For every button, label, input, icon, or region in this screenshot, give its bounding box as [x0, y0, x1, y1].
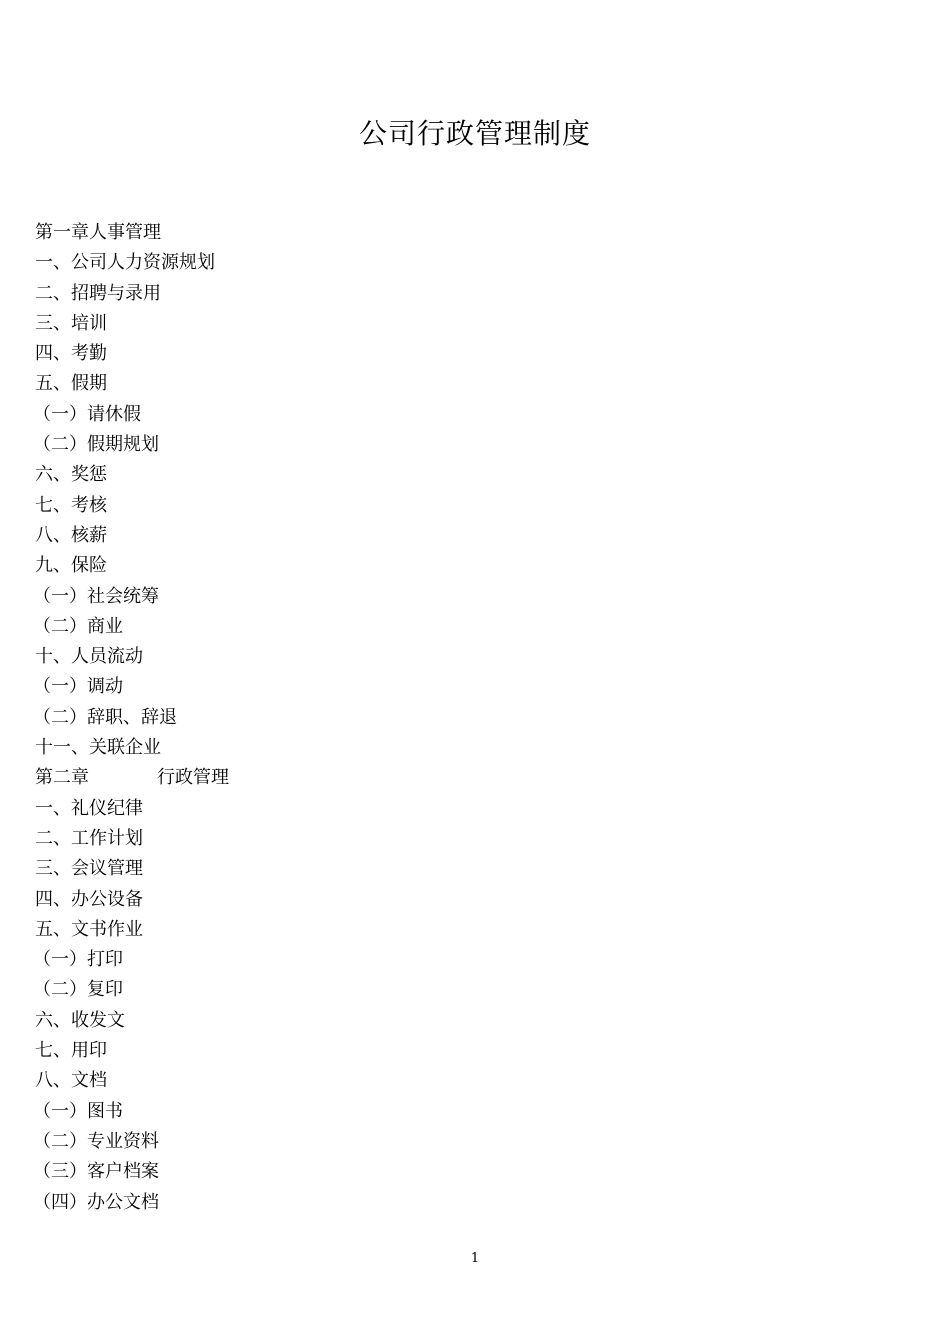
toc-subitem: （二）假期规划: [33, 434, 159, 456]
toc-item: 六、收发文: [35, 1009, 125, 1031]
toc-item: 一、公司人力资源规划: [35, 252, 215, 274]
toc-item: 四、考勤: [35, 343, 107, 365]
chapter-label: 第二章: [35, 767, 89, 789]
toc-item: 三、培训: [35, 312, 107, 334]
chapter-heading: 第一章人事管理: [35, 222, 161, 243]
table-of-contents: [35, 218, 229, 1218]
toc-item: 五、假期: [35, 373, 107, 395]
toc-subitem: （二）辞职、辞退: [33, 706, 177, 728]
toc-item: 六、奖惩: [35, 464, 107, 486]
toc-subitem: （一）调动: [33, 676, 123, 698]
toc-subitem: （四）办公文档: [33, 1191, 159, 1213]
toc-subitem: （一）图书: [33, 1100, 123, 1122]
page-title: 公司行政管理制度: [358, 117, 591, 150]
chapter-name: 行政管理: [157, 767, 229, 789]
toc-item: 二、招聘与录用: [35, 282, 161, 304]
toc-subitem: （二）专业资料: [33, 1130, 159, 1152]
toc-item: 九、保险: [35, 555, 107, 577]
toc-item: 十、人员流动: [35, 646, 143, 668]
toc-subitem: （一）请休假: [33, 403, 141, 425]
toc-item: 八、文档: [35, 1070, 107, 1092]
toc-subitem: （二）复印: [33, 979, 123, 1001]
chapter-heading: [35, 763, 229, 793]
toc-item: 七、用印: [35, 1040, 107, 1062]
toc-item: 八、核薪: [35, 524, 107, 546]
toc-subitem: （一）社会统筹: [33, 585, 159, 607]
toc-subitem: （三）客户档案: [33, 1161, 159, 1183]
toc-item: 五、文书作业: [35, 918, 143, 940]
toc-subitem: （二）商业: [33, 615, 123, 637]
toc-item: 十一、关联企业: [35, 737, 161, 759]
toc-item: 七、考核: [35, 494, 107, 516]
toc-item: 二、工作计划: [35, 827, 143, 849]
toc-item: 三、会议管理: [35, 858, 143, 880]
toc-item: 一、礼仪纪律: [35, 797, 143, 819]
page-number: 1: [470, 1251, 480, 1266]
toc-item: 四、办公设备: [35, 888, 143, 910]
toc-subitem: （一）打印: [33, 949, 123, 971]
